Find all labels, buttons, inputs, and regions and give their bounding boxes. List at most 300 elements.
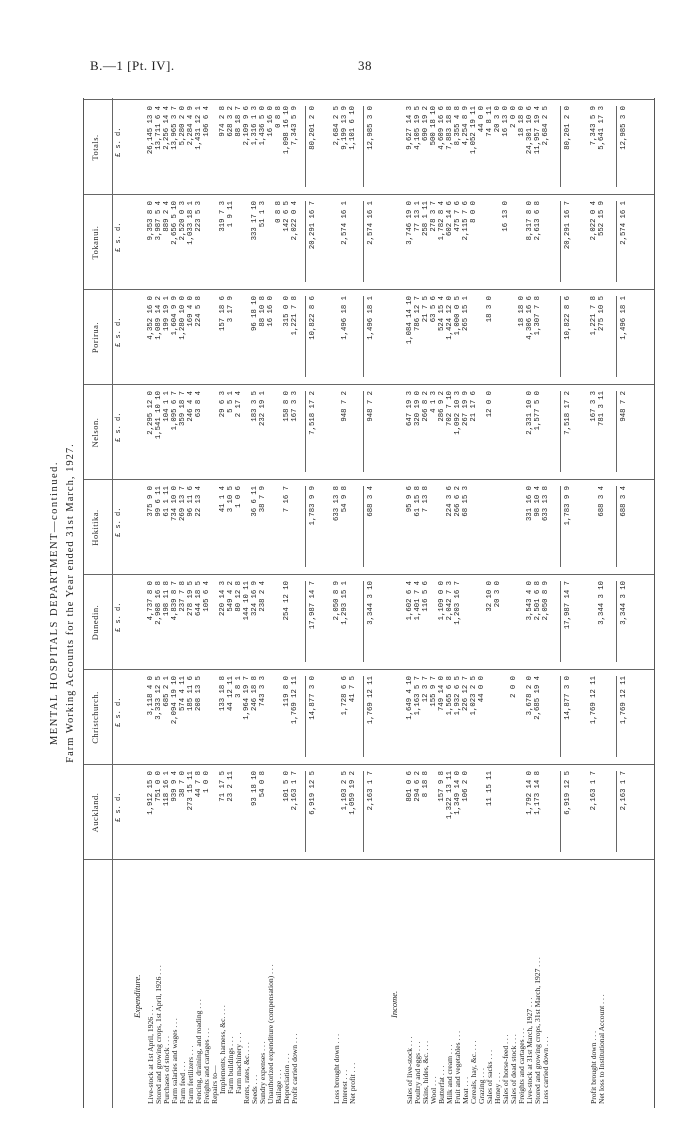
total-rule — [363, 201, 364, 282]
amount-cell: 7 13 8 — [422, 486, 430, 513]
amount-cell: 2 17 4 — [235, 391, 243, 418]
total-rule — [560, 676, 561, 757]
amount-cell: 51 1 3 — [259, 201, 267, 228]
amount-cell: 226 12 7 — [462, 676, 470, 712]
amount-cell: 223 5 3 — [195, 201, 203, 232]
total-cell: 12,985 3 0 — [620, 106, 628, 150]
amount-cell: 246 18 8 — [251, 676, 259, 712]
amount-cell: 61 15 8 — [414, 486, 422, 517]
unit-header: £ s. d. — [115, 602, 123, 632]
amount-cell: 77 13 1 — [414, 201, 422, 232]
amount-cell: 1,436 5 0 — [259, 106, 267, 146]
amount-cell: 155 9 7 — [430, 676, 438, 707]
amount-cell: 1,912 15 0 — [147, 771, 155, 815]
column-header: Christchurch. — [90, 691, 100, 744]
amount-cell: 44 7 8 — [195, 771, 203, 798]
total-cell: 20,291 16 7 — [309, 201, 317, 250]
amount-cell: 1,792 14 0 — [526, 771, 534, 815]
amount-cell: 29 6 3 — [219, 391, 227, 418]
row-label: Fruit and vegetables . . . — [453, 1031, 462, 1104]
amount-cell: 1,565 6 8 — [446, 676, 454, 716]
amount-cell: 801 0 6 — [406, 771, 414, 802]
unit-header: £ s. d. — [115, 127, 123, 157]
total-rule — [616, 201, 617, 282]
row-label: Interest . . . — [340, 1069, 349, 1104]
amount-cell: 16 16 0 — [267, 296, 275, 327]
total-rule — [616, 106, 617, 187]
amount-cell: 3,344 3 10 — [598, 581, 606, 625]
amount-cell: 224 3 6 — [446, 486, 454, 517]
amount-cell: 157 18 6 — [219, 296, 227, 332]
amount-cell: 786 12 7 — [414, 296, 422, 332]
amount-cell: 1,728 6 6 — [341, 676, 349, 716]
amount-cell: 18 18 0 — [518, 106, 526, 137]
row-label: Repairs to— — [210, 1065, 219, 1104]
amount-cell: 119 8 0 — [283, 676, 291, 707]
amount-cell: 63 5 6 — [430, 296, 438, 323]
amount-cell: 2,520 0 3 — [179, 201, 187, 241]
amount-cell: 5,641 17 3 — [598, 106, 606, 150]
amount-cell: 647 19 3 — [406, 391, 414, 427]
total-rule — [616, 296, 617, 377]
amount-cell: 74 8 11 — [486, 106, 494, 137]
total-rule — [363, 106, 364, 187]
amount-cell: 273 15 11 — [187, 771, 195, 811]
amount-cell: 199 19 1 — [163, 296, 171, 332]
amount-cell: 1,000 0 5 — [454, 296, 462, 336]
amount-cell: 16 13 0 — [502, 106, 510, 137]
amount-cell: 4,306 16 6 — [526, 296, 534, 340]
amount-cell: 1,101 6 10 — [349, 106, 357, 150]
amount-cell: 1,203 16 7 — [454, 581, 462, 625]
amount-cell: 38 7 0 — [179, 771, 187, 798]
amount-cell: 690 19 2 — [422, 106, 430, 142]
amount-cell: 3,543 4 0 — [526, 581, 534, 621]
amount-cell: 4,609 16 6 — [438, 106, 446, 150]
amount-cell: 32 10 0 — [486, 581, 494, 612]
amount-cell: 734 10 0 — [171, 486, 179, 522]
amount-cell: 44 12 11 — [227, 676, 235, 712]
total-rule — [305, 486, 306, 567]
amount-cell: 88 18 7 — [235, 106, 243, 137]
amount-cell: 319 7 3 — [219, 201, 227, 232]
amount-cell: 1 0 0 — [203, 771, 211, 793]
amount-cell: 41 1 4 — [219, 486, 227, 513]
amount-cell: 1,084 14 10 — [406, 296, 414, 345]
total-cell: 2,163 1 7 — [620, 771, 628, 811]
total-rule — [560, 391, 561, 472]
amount-cell: 11,957 19 4 — [534, 106, 542, 155]
column-rule — [84, 99, 654, 100]
total-cell: 3,344 3 10 — [367, 581, 375, 625]
row-label: Sales of horse-feed . . . — [501, 1034, 510, 1104]
amount-cell: 95 9 6 — [406, 486, 414, 513]
total-cell: 14,877 3 0 — [309, 676, 317, 720]
total-cell: 1,783 9 9 — [309, 486, 317, 526]
amount-cell: 185 11 6 — [187, 676, 195, 712]
amount-cell: 20 3 0 — [494, 106, 502, 133]
amount-cell: 21 17 6 — [470, 391, 478, 422]
amount-cell: 1,023 2 5 — [470, 676, 478, 716]
total-rule — [560, 486, 561, 567]
column-header: Nelson. — [90, 417, 100, 448]
amount-cell: 13,965 3 7 — [171, 106, 179, 150]
amount-cell: 18 18 0 — [518, 296, 526, 327]
column-header: Dunedin. — [90, 604, 100, 641]
amount-cell: 633 13 8 — [542, 486, 550, 522]
amount-cell: 2,163 1 7 — [590, 771, 598, 811]
amount-cell: 1,322 13 11 — [446, 771, 454, 820]
amount-cell: 208 13 5 — [195, 676, 203, 712]
amount-cell: 743 3 3 — [259, 676, 267, 707]
total-cell: 1,783 9 9 — [564, 486, 572, 526]
amount-cell: 8 0 0 — [470, 201, 478, 223]
total-rule — [363, 486, 364, 567]
total-rule — [305, 391, 306, 472]
amount-cell: 1,095 6 7 — [171, 391, 179, 431]
amount-cell: 1,424 12 0 — [446, 296, 454, 340]
amount-cell: 144 10 11 — [243, 581, 251, 621]
amount-cell: 475 7 6 — [454, 201, 462, 232]
amount-cell: 3,987 5 4 — [155, 201, 163, 241]
amount-cell: 8,355 4 8 — [454, 106, 462, 146]
row-label: Farm buildings . . . — [226, 1036, 235, 1094]
total-cell: 3,344 3 10 — [620, 581, 628, 625]
row-label: Stored and growing crops, 1st April, 1926 . . . — [154, 965, 163, 1104]
row-label: Farm fertilizers . . . — [186, 1045, 195, 1104]
total-rule — [560, 296, 561, 377]
column-header: Tokanui. — [90, 225, 100, 260]
amount-cell: 54 0 8 — [259, 771, 267, 798]
amount-cell: 889 2 4 — [163, 201, 171, 232]
column-header: Porirua. — [90, 321, 100, 354]
total-rule — [305, 581, 306, 662]
row-label: Unauthorized expenditure (compensation) . . . — [266, 964, 275, 1104]
amount-cell: 63 8 4 — [195, 391, 203, 418]
total-rule — [616, 581, 617, 662]
amount-cell: 3,746 19 0 — [406, 201, 414, 245]
unit-header: £ s. d. — [115, 317, 123, 347]
amount-cell: 1,221 7 8 — [291, 296, 299, 336]
row-label: Freights and cartages . . . — [202, 1028, 211, 1104]
amount-cell: 98 10 4 — [534, 486, 542, 517]
amount-cell: 294 6 2 — [414, 771, 422, 802]
amount-cell: 8,317 8 0 — [526, 201, 534, 241]
amount-cell: 7,343 5 9 — [590, 106, 598, 146]
row-label: Depreciation . . . — [282, 1053, 291, 1104]
amount-cell: 118 16 1 — [163, 771, 171, 807]
page-number: 38 — [358, 58, 372, 73]
amount-cell: 7,343 5 9 — [291, 106, 299, 146]
amount-cell: 549 4 2 — [227, 581, 235, 612]
amount-cell: 4,254 8 9 — [462, 106, 470, 146]
amount-cell: 2,908 16 8 — [155, 581, 163, 625]
amount-cell: 685 2 1 — [163, 676, 171, 707]
unit-header: £ s. d. — [115, 412, 123, 442]
amount-cell: 269 13 7 — [179, 486, 187, 522]
row-label: Live-stock at 1st April, 1926 . . . — [146, 1005, 155, 1104]
amount-cell: 1,089 14 2 — [155, 296, 163, 340]
amount-cell: 5 5 1 — [227, 391, 235, 413]
amount-cell: 2,109 9 6 — [243, 106, 251, 146]
amount-cell: 266 6 2 — [454, 486, 462, 517]
amount-cell: 106 6 4 — [203, 106, 211, 137]
total-cell: 2,574 16 1 — [367, 201, 375, 245]
amount-cell: 238 2 4 — [259, 581, 267, 612]
amount-cell: 1,649 4 10 — [406, 676, 414, 720]
total-rule — [305, 296, 306, 377]
amount-cell: 974 2 8 — [219, 106, 227, 137]
amount-cell: 2,022 0 4 — [291, 201, 299, 241]
amount-cell: 61 1 11 — [163, 486, 171, 517]
row-label: Rents, rates, &c. . . . — [242, 1042, 251, 1104]
amount-cell: 524 15 4 — [438, 296, 446, 332]
amount-cell: 4 1 3 — [430, 391, 438, 413]
total-cell: 6,919 12 5 — [309, 771, 317, 815]
amount-cell: 169 4 0 — [187, 296, 195, 327]
amount-cell: 96 11 6 — [187, 486, 195, 517]
row-label: Profit brought down . . . — [589, 1031, 598, 1104]
amount-cell: 1,349 14 0 — [454, 771, 462, 815]
amount-cell: 3 8 1 — [235, 676, 243, 698]
amount-cell: 1,280 10 0 — [179, 296, 187, 340]
amount-cell: 93 18 10 — [251, 771, 259, 807]
amount-cell: 246 4 4 — [187, 391, 195, 422]
total-rule — [616, 676, 617, 757]
amount-cell: 2,613 6 8 — [534, 201, 542, 241]
amount-cell: 1 0 6 — [235, 486, 243, 508]
amount-cell: 24,301 10 6 — [526, 106, 534, 155]
amount-cell: 183 3 5 — [251, 391, 259, 422]
total-rule — [363, 581, 364, 662]
amount-cell: 278 3 7 — [430, 201, 438, 232]
amount-cell: 2,501 6 8 — [534, 581, 542, 621]
amount-cell: 21 7 5 — [422, 296, 430, 323]
amount-cell: 688 3 4 — [598, 486, 606, 517]
amount-cell: 2,115 7 6 — [462, 201, 470, 241]
page-subtitle: Farm Working Accounts for the Year ended 31st March, 1927. — [65, 443, 76, 763]
amount-cell: 9,627 14 3 — [406, 106, 414, 150]
amount-cell: 275 10 5 — [598, 296, 606, 332]
amount-cell: 3,333 12 5 — [155, 676, 163, 720]
amount-cell: 1,769 12 11 — [590, 676, 598, 725]
amount-cell: 1,431 12 1 — [195, 106, 203, 150]
amount-cell: 198 11 8 — [163, 581, 171, 617]
amount-cell: 2,094 19 10 — [171, 676, 179, 725]
amount-cell: 0 8 8 — [275, 201, 283, 223]
amount-cell: 1,293 15 1 — [341, 581, 349, 625]
total-cell: 948 7 2 — [620, 391, 628, 422]
amount-cell: 278 19 5 — [187, 581, 195, 617]
amount-cell: 939 9 4 — [171, 771, 179, 802]
total-rule — [305, 771, 306, 852]
row-label: Sundry expenses . . . — [258, 1041, 267, 1104]
amount-cell: 2,050 8 9 — [542, 581, 550, 621]
amount-cell: 106 2 0 — [462, 771, 470, 802]
row-label: Net profit . . . — [348, 1062, 357, 1104]
total-cell: 17,987 14 7 — [564, 581, 572, 630]
row-label: Fencing, draining, and roading . . . — [194, 999, 203, 1104]
total-cell: 1,496 18 1 — [367, 296, 375, 340]
amount-cell: 1,103 2 5 — [341, 771, 349, 811]
amount-cell: 12 3 7 — [422, 676, 430, 703]
farm-accounts-table — [83, 98, 655, 1108]
amount-cell: 88 10 8 — [259, 296, 267, 327]
amount-cell: 2,050 8 9 — [333, 581, 341, 621]
amount-cell: 4,839 8 7 — [171, 581, 179, 621]
total-rule — [363, 296, 364, 377]
total-cell: 17,987 14 7 — [309, 581, 317, 630]
amount-cell: 16 13 0 — [502, 201, 510, 232]
total-cell: 20,291 16 7 — [564, 201, 572, 250]
total-rule — [363, 676, 364, 757]
amount-cell: 1,577 5 0 — [534, 391, 542, 431]
amount-cell: 1 9 11 — [227, 201, 235, 228]
amount-cell: 116 5 6 — [422, 581, 430, 612]
section-heading: Income. — [389, 990, 399, 1018]
total-cell: 2,574 16 1 — [620, 201, 628, 245]
total-cell: 1,496 18 1 — [620, 296, 628, 340]
row-label: Sales of dead stock . . . — [509, 1034, 518, 1104]
amount-cell: 2,163 1 7 — [291, 771, 299, 811]
total-cell: 7,518 17 2 — [564, 391, 572, 435]
amount-cell: 16 16 0 — [267, 106, 275, 137]
amount-cell: 2,256 14 4 — [163, 106, 171, 150]
row-label: Farm feed . . . — [178, 1061, 187, 1104]
amount-cell: 44 0 0 — [478, 106, 486, 133]
amount-cell: 96 18 10 — [251, 296, 259, 332]
total-cell: 80,201 2 0 — [309, 106, 317, 150]
amount-cell: 13,711 6 4 — [155, 106, 163, 150]
amount-cell: 258 1 11 — [422, 201, 430, 237]
amount-cell: 1,163 5 7 — [414, 676, 422, 716]
amount-cell: 751 0 0 — [155, 771, 163, 802]
amount-cell: 1,602 6 4 — [406, 581, 414, 621]
amount-cell: 8 18 8 — [422, 771, 430, 798]
amount-cell: 1,092 10 3 — [454, 391, 462, 435]
amount-cell: 2,284 4 9 — [187, 106, 195, 146]
row-label: Wool . . . — [429, 1076, 438, 1104]
unit-header: £ s. d. — [115, 507, 123, 537]
row-label: Implements, harness, &c. . . . — [218, 1005, 227, 1094]
amount-cell: 9,353 8 0 — [147, 201, 155, 241]
amount-cell: 644 18 5 — [195, 581, 203, 617]
amount-cell: 1,604 9 9 — [171, 296, 179, 336]
amount-cell: 633 13 8 — [333, 486, 341, 522]
amount-cell: 749 14 0 — [438, 676, 446, 712]
row-label: Loss carried down . . . — [541, 1036, 550, 1104]
amount-cell: 38 7 9 — [259, 486, 267, 513]
row-label: Skins, hides, &c. . . . — [421, 1040, 430, 1104]
total-cell: 12,985 3 0 — [367, 106, 375, 150]
amount-cell: 2,022 0 4 — [590, 201, 598, 241]
total-rule — [305, 676, 306, 757]
amount-cell: 167 3 3 — [590, 391, 598, 422]
amount-cell: 9,199 13 9 — [341, 106, 349, 150]
total-rule — [363, 771, 364, 852]
amount-cell: 1,307 7 8 — [534, 296, 542, 336]
amount-cell: 68 15 3 — [462, 486, 470, 517]
amount-cell: 1,173 14 8 — [534, 771, 542, 815]
amount-cell: 2,295 12 0 — [147, 391, 155, 435]
amount-cell: 20 3 0 — [494, 581, 502, 608]
amount-cell: 602 14 6 — [446, 201, 454, 237]
amount-cell: 158 8 0 — [283, 391, 291, 422]
amount-cell: 1,052 19 11 — [470, 106, 478, 155]
amount-cell: 781 3 11 — [598, 391, 606, 427]
amount-cell: 18 3 0 — [486, 296, 494, 323]
amount-cell: 23 2 11 — [227, 771, 235, 802]
amount-cell: 4,352 16 0 — [147, 296, 155, 340]
amount-cell: 2,684 2 5 — [542, 106, 550, 146]
amount-cell: 286 9 2 — [438, 391, 446, 422]
total-cell: 10,822 8 6 — [564, 296, 572, 340]
amount-cell: 80 12 8 — [235, 581, 243, 612]
total-cell: 948 7 2 — [367, 391, 375, 422]
amount-cell: 7 16 7 — [283, 486, 291, 513]
header-rule — [112, 98, 113, 1108]
amount-cell: 232 19 1 — [259, 391, 267, 427]
amount-cell: 2,684 2 5 — [333, 106, 341, 146]
amount-cell: 1,109 0 0 — [438, 581, 446, 621]
rotated-table-page — [43, 98, 653, 1108]
amount-cell: 324 16 9 — [251, 581, 259, 617]
row-label: Farm machinery . . . — [234, 1032, 243, 1094]
amount-cell: 133 18 8 — [219, 676, 227, 712]
total-rule — [560, 106, 561, 187]
amount-cell: 1,401 7 4 — [414, 581, 422, 621]
amount-cell: 224 5 8 — [195, 296, 203, 327]
total-rule — [363, 391, 364, 472]
amount-cell: 54 9 8 — [341, 486, 349, 513]
row-label: Butterfat . . . — [437, 1065, 446, 1104]
total-rule — [560, 771, 561, 852]
amount-cell: 2 0 0 — [510, 676, 518, 698]
page-title: MENTAL HOSPITALS DEPARTMENT—continued. — [49, 460, 60, 746]
row-label: Stored and growing crops, 31st March, 1927 . . . — [533, 957, 542, 1104]
row-label: Grazing . . . — [477, 1068, 486, 1104]
amount-cell: 5,280 2 0 — [179, 106, 187, 146]
row-label: Profit carried down . . . — [290, 1033, 299, 1104]
total-cell: 10,822 8 6 — [309, 296, 317, 340]
total-rule — [616, 486, 617, 567]
row-label: Honey . . . — [493, 1072, 502, 1104]
amount-cell: 1,221 7 8 — [590, 296, 598, 336]
total-cell: 688 3 4 — [367, 486, 375, 517]
amount-cell: 375 9 0 — [147, 486, 155, 517]
amount-cell: 142 6 5 — [283, 201, 291, 232]
amount-cell: 359 18 7 — [179, 391, 187, 427]
amount-cell: 44 0 0 — [478, 676, 486, 703]
amount-cell: 41 7 5 — [349, 676, 357, 703]
column-header: Hokitika. — [90, 509, 100, 546]
column-header: Auckland. — [90, 792, 100, 833]
unit-header: £ s. d. — [115, 697, 123, 727]
amount-cell: 2,656 5 10 — [171, 201, 179, 245]
total-cell: 2,163 1 7 — [367, 771, 375, 811]
amount-cell: 4,737 8 0 — [147, 581, 155, 621]
amount-cell: 11 15 11 — [486, 771, 494, 807]
row-label: Milk and cream . . . — [445, 1044, 454, 1104]
total-cell: 688 3 4 — [620, 486, 628, 517]
amount-cell: 333 17 10 — [251, 201, 259, 241]
amount-cell: 320 19 0 — [414, 391, 422, 427]
page-reference: B.—1 [Pt. IV]. — [90, 58, 175, 73]
row-label: Sales of live-stock . . . — [405, 1036, 414, 1104]
amount-cell: 2 0 0 — [510, 106, 518, 128]
amount-cell: 157 9 8 — [438, 771, 446, 802]
total-rule — [560, 581, 561, 662]
